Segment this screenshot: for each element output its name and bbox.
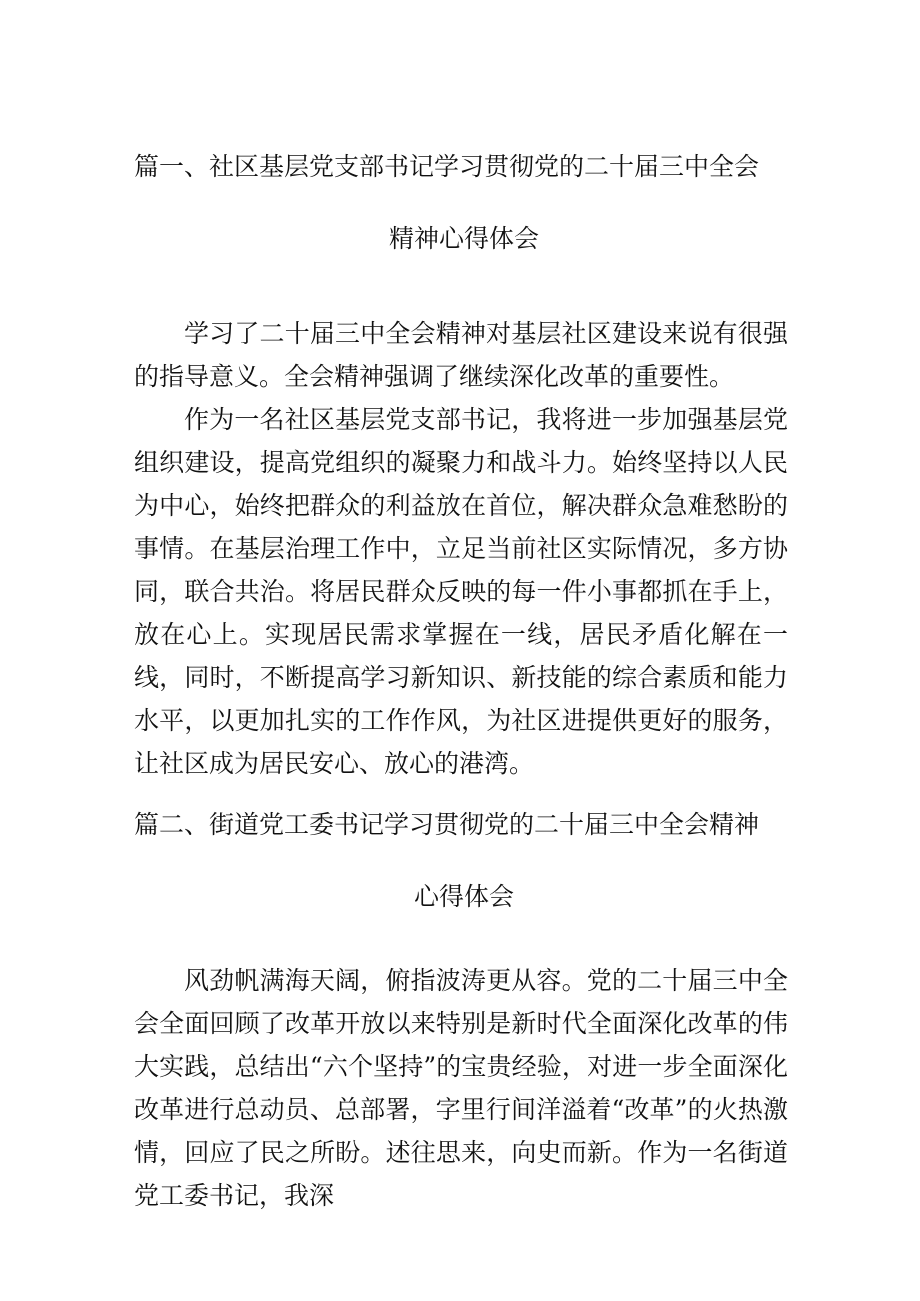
section2-paragraph-1: 风劲帆满海天阔，俯指波涛更从容。党的二十届三中全会全面回顾了改革开放以来特别是新时代全面深化改革的伟大实践，总结出“六个坚持”的宝贵经验，对进一步全面深化改革进行总动员、总部署，字里行间洋溢着“改革”的火热激情，回应了民之所盼。述往思来，向史而新。作为一名街道党工委书记，我深 xyxy=(134,966,788,1210)
section1-title-line2: 精神心得体会 xyxy=(388,224,539,253)
section1-title-line1: 篇一、社区基层党支部书记学习贯彻党的二十届三中全会 xyxy=(134,152,760,181)
section2-title-line2: 心得体会 xyxy=(413,882,514,911)
section2-title-line1: 篇二、街道党工委书记学习贯彻党的二十届三中全会精神 xyxy=(134,810,760,839)
section1-paragraph-2: 作为一名社区基层党支部书记，我将进一步加强基层党组织建设，提高党组织的凝聚力和战斗力。始终坚持以人民为中心，始终把群众的利益放在首位，解决群众急难愁盼的事情。在基层治理工作中，立足当前社区实际情况，多方协同，联合共治。将居民群众反映的每一件小事都抓在手上，放在心上。实现居民需求掌握在一线，居民矛盾化解在一线，同时，不断提高学习新知识、新技能的综合素质和能力水平，以更加扎实的工作作风，为社区进提供更好的服务，让社区成为居民安心、放心的港湾。 xyxy=(134,405,788,778)
section1-heading xyxy=(134,131,794,275)
section1-paragraph-1: 学习了二十届三中全会精神对基层社区建设来说有很强的指导意义。全会精神强调了继续深化改革的重要性。 xyxy=(134,319,788,391)
section2-heading xyxy=(134,789,794,933)
